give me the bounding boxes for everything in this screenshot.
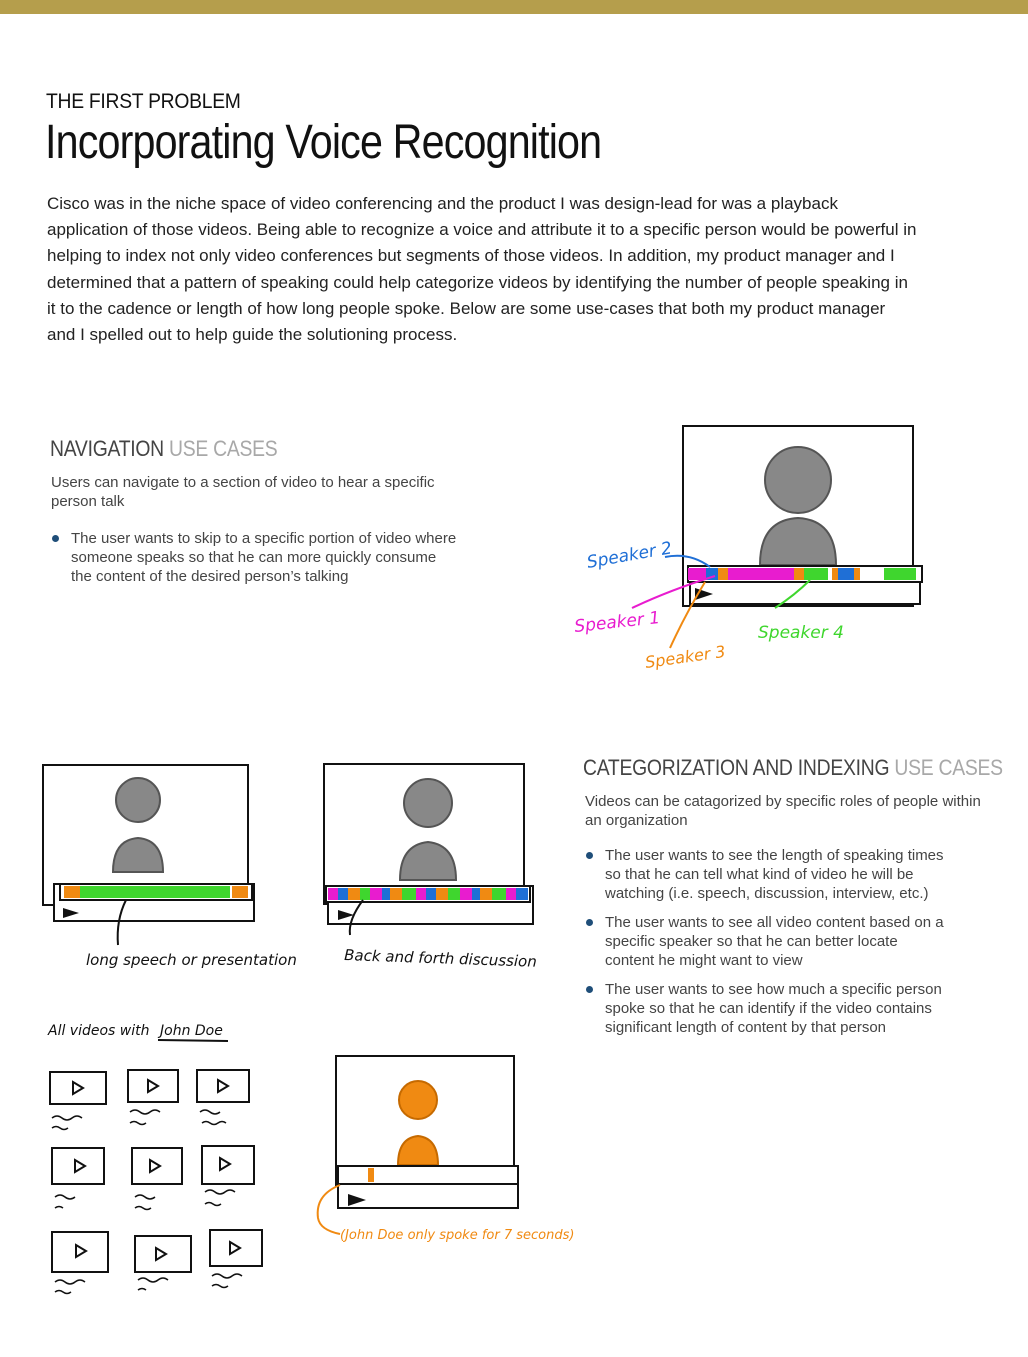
speaker-4-label: Speaker 4 xyxy=(758,623,844,643)
john-doe-caption: John Doe xyxy=(160,1023,223,1039)
categorization-heading xyxy=(583,755,1003,781)
navigation-subtitle: Users can navigate to a section of video to hear a specific person talk xyxy=(51,474,435,510)
speaker-segments xyxy=(328,888,528,900)
section-eyebrow: THE FIRST PROBLEM xyxy=(46,90,241,113)
john-doe-note: (John Doe only spoke for 7 seconds) xyxy=(340,1228,575,1243)
navigation-heading-main: NAVIGATION xyxy=(50,436,164,461)
video-thumbnail xyxy=(52,1148,104,1208)
video-thumbnail xyxy=(132,1148,182,1210)
long-speech-sketch xyxy=(38,760,318,980)
navigation-heading xyxy=(50,436,277,462)
person-silhouette-icon xyxy=(400,779,456,880)
categorization-heading-muted: USE CASES xyxy=(894,755,1003,780)
categorization-usecase-list xyxy=(585,846,945,1047)
video-thumbnail xyxy=(197,1070,249,1125)
speaker-2-label: Speaker 2 xyxy=(585,538,674,573)
categorization-usecase-item: The user wants to see the length of speaking times so that he can tell what kind of video he will be watching (i.e. speech, discussion, interview, etc.) xyxy=(585,846,945,903)
john-doe-sketch xyxy=(300,1050,600,1260)
long-speech-caption: long speech or presentation xyxy=(86,951,297,969)
top-accent-bar xyxy=(0,0,1028,14)
back-forth-caption: Back and forth discussion xyxy=(343,946,538,971)
video-thumbnail xyxy=(135,1236,191,1290)
all-videos-caption: All videos with xyxy=(48,1023,150,1039)
speaker-1-label: Speaker 1 xyxy=(573,608,662,637)
page-title: Incorporating Voice Recognition xyxy=(45,116,602,169)
navigation-heading-muted: USE CASES xyxy=(169,436,278,461)
person-silhouette-icon xyxy=(398,1081,438,1165)
video-thumbnail xyxy=(128,1070,178,1125)
categorization-usecase-item: The user wants to see all video content based on a specific speaker so that he can better locate content he might want to view xyxy=(585,913,945,970)
video-thumbnail xyxy=(52,1232,108,1294)
person-silhouette-icon xyxy=(760,447,836,565)
all-videos-sketch xyxy=(40,1010,280,1305)
person-silhouette-icon xyxy=(113,778,163,872)
categorization-usecase-item: The user wants to see how much a specific person spoke so that he can identify if the video contains significant length of content by that person xyxy=(585,980,945,1037)
video-thumbnail-grid xyxy=(50,1070,262,1294)
speaker-3-label: Speaker 3 xyxy=(643,641,727,672)
video-thumbnail xyxy=(210,1230,262,1288)
intro-paragraph: Cisco was in the niche space of video conferencing and the product I was design-lead for was a playback application of those videos. Being able to recognize a voice and attribute it to a specific person would be powerful in helping to index not only video conferences but segments of those videos. In addition, my product manager and I determined that a pattern of speaking could help categorize videos by identifying the number of people speaking in it to the cadence or length of how long people spoke. Below are some use-cases that both my product manager and I spelled out to help guide the solutioning process. xyxy=(47,194,917,345)
categorization-subtitle: Videos can be catagorized by specific roles of people within an organization xyxy=(585,793,981,829)
video-thumbnail xyxy=(50,1072,106,1130)
back-forth-sketch xyxy=(318,760,558,980)
speaker-timeline xyxy=(338,1166,518,1184)
navigation-usecase-list xyxy=(51,529,461,596)
navigation-sketch xyxy=(570,420,940,690)
categorization-heading-main: CATEGORIZATION AND INDEXING xyxy=(583,755,890,780)
navigation-usecase-item: The user wants to skip to a specific portion of video where someone speaks so that he can more quickly consume the content of the desired person’s talking xyxy=(51,529,461,586)
video-thumbnail xyxy=(202,1146,254,1206)
